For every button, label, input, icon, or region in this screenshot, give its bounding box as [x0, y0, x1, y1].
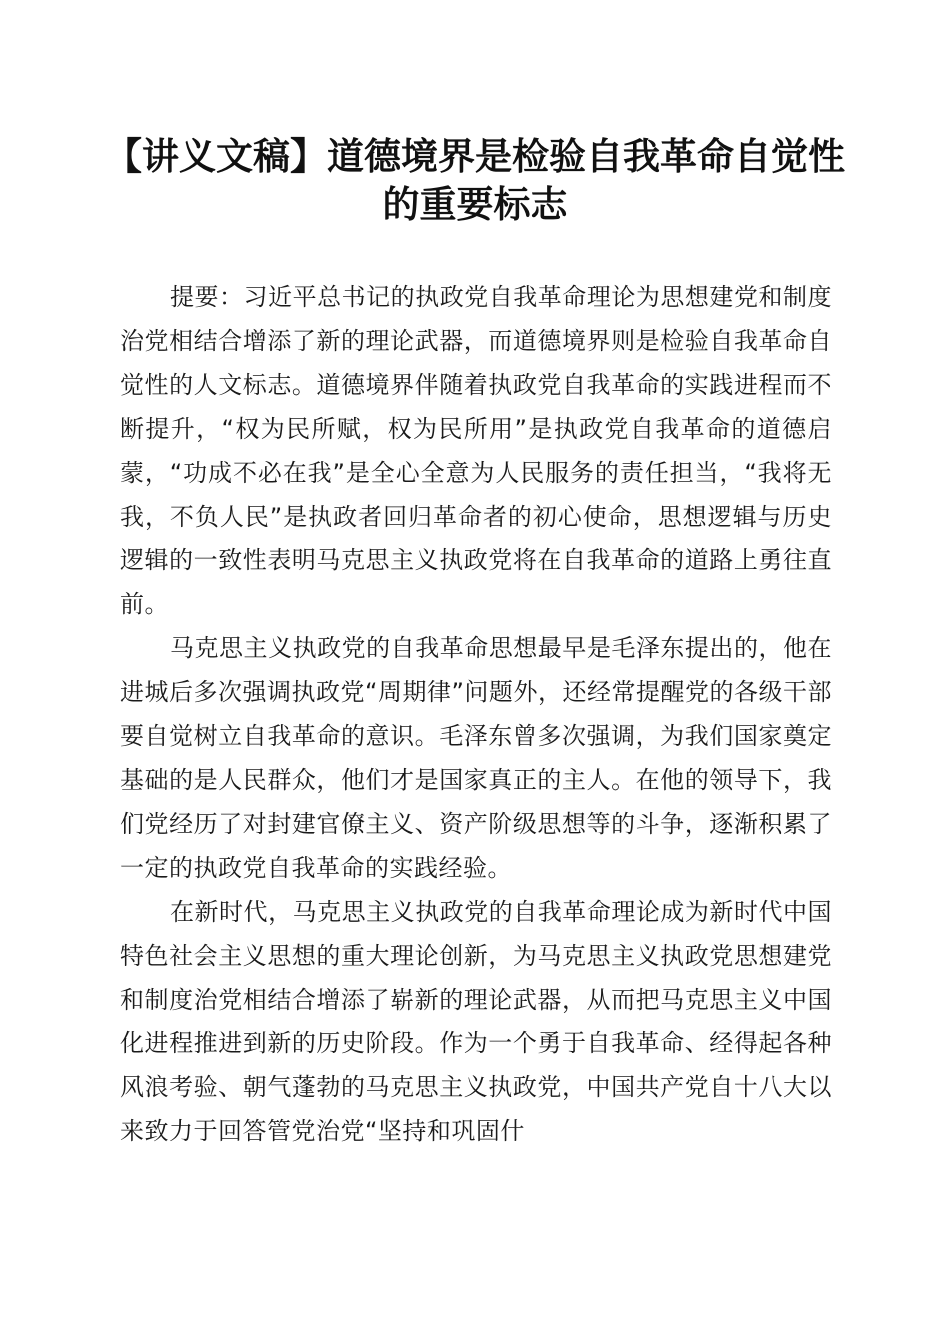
document-title [100, 132, 850, 228]
title-line-1: 【讲义文稿】道德境界是检验自我革命自觉性 [105, 134, 845, 178]
paragraph-new-era: 在新时代，马克思主义执政党的自我革命理论成为新时代中国特色社会主义思想的重大理论创新，为马克思主义执政党思想建党和制度治党相结合增添了崭新的理论武器，从而把马克思主义中国化进程推进到新的历史阶段。作为一个勇于自我革命、经得起各种风浪考验、朝气蓬勃的马克思主义执政党，中国共产党自十八大以来致力于回答管党治党“坚持和巩固什 [120, 897, 832, 1146]
document-body [120, 276, 832, 1154]
paragraph-abstract: 提要：习近平总书记的执政党自我革命理论为思想建党和制度治党相结合增添了新的理论武器，而道德境界则是检验自我革命自觉性的人文标志。道德境界伴随着执政党自我革命的实践进程而不断提升，“权为民所赋，权为民所用”是执政党自我革命的道德启蒙，“功成不必在我”是全心全意为人民服务的责任担当，“我将无我，不负人民”是执政者回归革命者的初心使命，思想逻辑与历史逻辑的一致性表明马克思主义执政党将在自我革命的道路上勇往直前。 [120, 283, 832, 619]
paragraph-history: 马克思主义执政党的自我革命思想最早是毛泽东提出的，他在进城后多次强调执政党“周期律”问题外，还经常提醒党的各级干部要自觉树立自我革命的意识。毛泽东曾多次强调，为我们国家奠定基础的是人民群众，他们才是国家真正的主人。在他的领导下，我们党经历了对封建官僚主义、资产阶级思想等的斗争，逐渐积累了一定的执政党自我革命的实践经验。 [120, 634, 832, 882]
title-line-2: 的重要标志 [382, 182, 568, 226]
